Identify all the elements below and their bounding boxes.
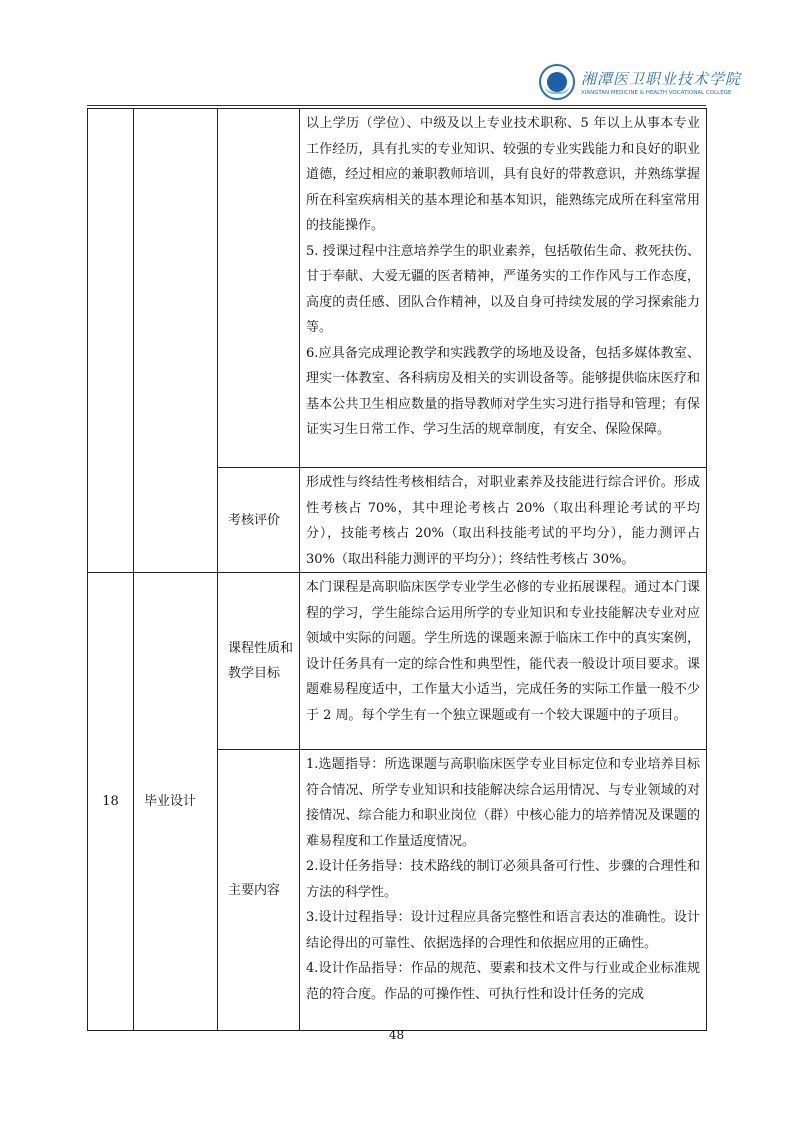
header-rule [87, 105, 706, 106]
school-logo-icon [539, 64, 575, 100]
section-label-cell [218, 109, 300, 468]
content-paragraph: 2.设计任务指导：技术路线的制订必须具备可行性、步骤的合理性和方法的科学性。 [306, 859, 700, 900]
row-number-cell [88, 109, 134, 573]
course-name-cell: 毕业设计 [134, 573, 218, 1031]
course-name-cell [134, 109, 218, 573]
content-paragraph: 3.设计过程指导：设计过程应具备完整性和语言表达的准确性。设计结论得出的可靠性、依据选择的合理性和依据应用的正确性。 [306, 910, 700, 951]
content-paragraph: 6.应具备完成理论教学和实践教学的场地及设备，包括多媒体教室、理实一体教室、各科病房及相关的实训设备等。能够提供临床医疗和基本公共卫生相应数量的指导教师对学生实习进行指导和管理；有保证实习生日常工作、学习生活的规章制度，有安全、保险保障。 [306, 345, 700, 437]
school-name-en: XIANGTAN MEDICINE & HEALTH VOCATIONAL COLLEGE [581, 90, 732, 96]
table-row [88, 109, 707, 468]
section-label-cell: 考核评价 [218, 468, 300, 573]
content-paragraph: 以上学历（学位）、中级及以上专业技术职称、5 年以上从事本专业工作经历，具有扎实的专业知识、较强的专业实践能力和良好的职业道德，经过相应的兼职教师培训，具有良好的带教意识，并熟练掌握所在科室疾病相关的基本理论和基本知识，能熟练完成所在科室常用的技能操作。 [306, 116, 700, 233]
section-content-cell [300, 109, 707, 468]
page-number: 48 [388, 1028, 405, 1042]
content-paragraph: 5. 授课过程中注意培养学生的职业素养，包括敬佑生命、救死扶伤、甘于奉献、大爱无疆的医者精神，严谨务实的工作作风与工作态度，高度的责任感、团队合作精神，以及自身可持续发展的学习探索能力等。 [306, 243, 700, 335]
curriculum-table [87, 108, 707, 1031]
content-paragraph: 形成性与终结性考核相结合，对职业素养及技能进行综合评价。形成性考核占 70%，其中理论考核占 20%（取出科理论考试的平均分），技能考核占 20%（取出科技能考试的平均分），能力测评占 30%（取出科能力测评的平均分）；终结性考核占 30%。 [306, 475, 700, 567]
section-content-cell [300, 750, 707, 1031]
school-name-cn: 湘潭医卫职业技术学院 [581, 70, 742, 88]
section-content-cell [300, 573, 707, 750]
table-row [88, 573, 707, 750]
content-paragraph: 4.设计作品指导：作品的规范、要素和技术文件与行业或企业标准规范的符合度。作品的可操作性、可执行性和设计任务的完成 [306, 961, 700, 1002]
row-number-cell: 18 [88, 573, 134, 1031]
section-label-cell: 主要内容 [218, 750, 300, 1031]
content-paragraph: 1.选题指导：所选课题与高职临床医学专业目标定位和专业培养目标符合情况、所学专业知识和技能解决综合运用情况、与专业领域的对接情况、综合能力和职业岗位（群）中核心能力的培养情况及课题的难易程度和工作量适度情况。 [306, 757, 700, 849]
school-header [539, 64, 742, 104]
section-content-cell [300, 468, 707, 573]
content-paragraph: 本门课程是高职临床医学专业学生必修的专业拓展课程。通过本门课程的学习，学生能综合运用所学的专业知识和专业技能解决专业对应领域中实际的问题。学生所选的课题来源于临床工作中的真实案例，设计任务具有一定的综合性和典型性，能代表一般设计项目要求。课题难易程度适中，工作量大小适当，完成任务的实际工作量一般不少于 2 周。每个学生有一个独立课题或有一个较大课题中的子项目。 [306, 580, 700, 723]
section-label-cell: 课程性质和教学目标 [218, 573, 300, 750]
